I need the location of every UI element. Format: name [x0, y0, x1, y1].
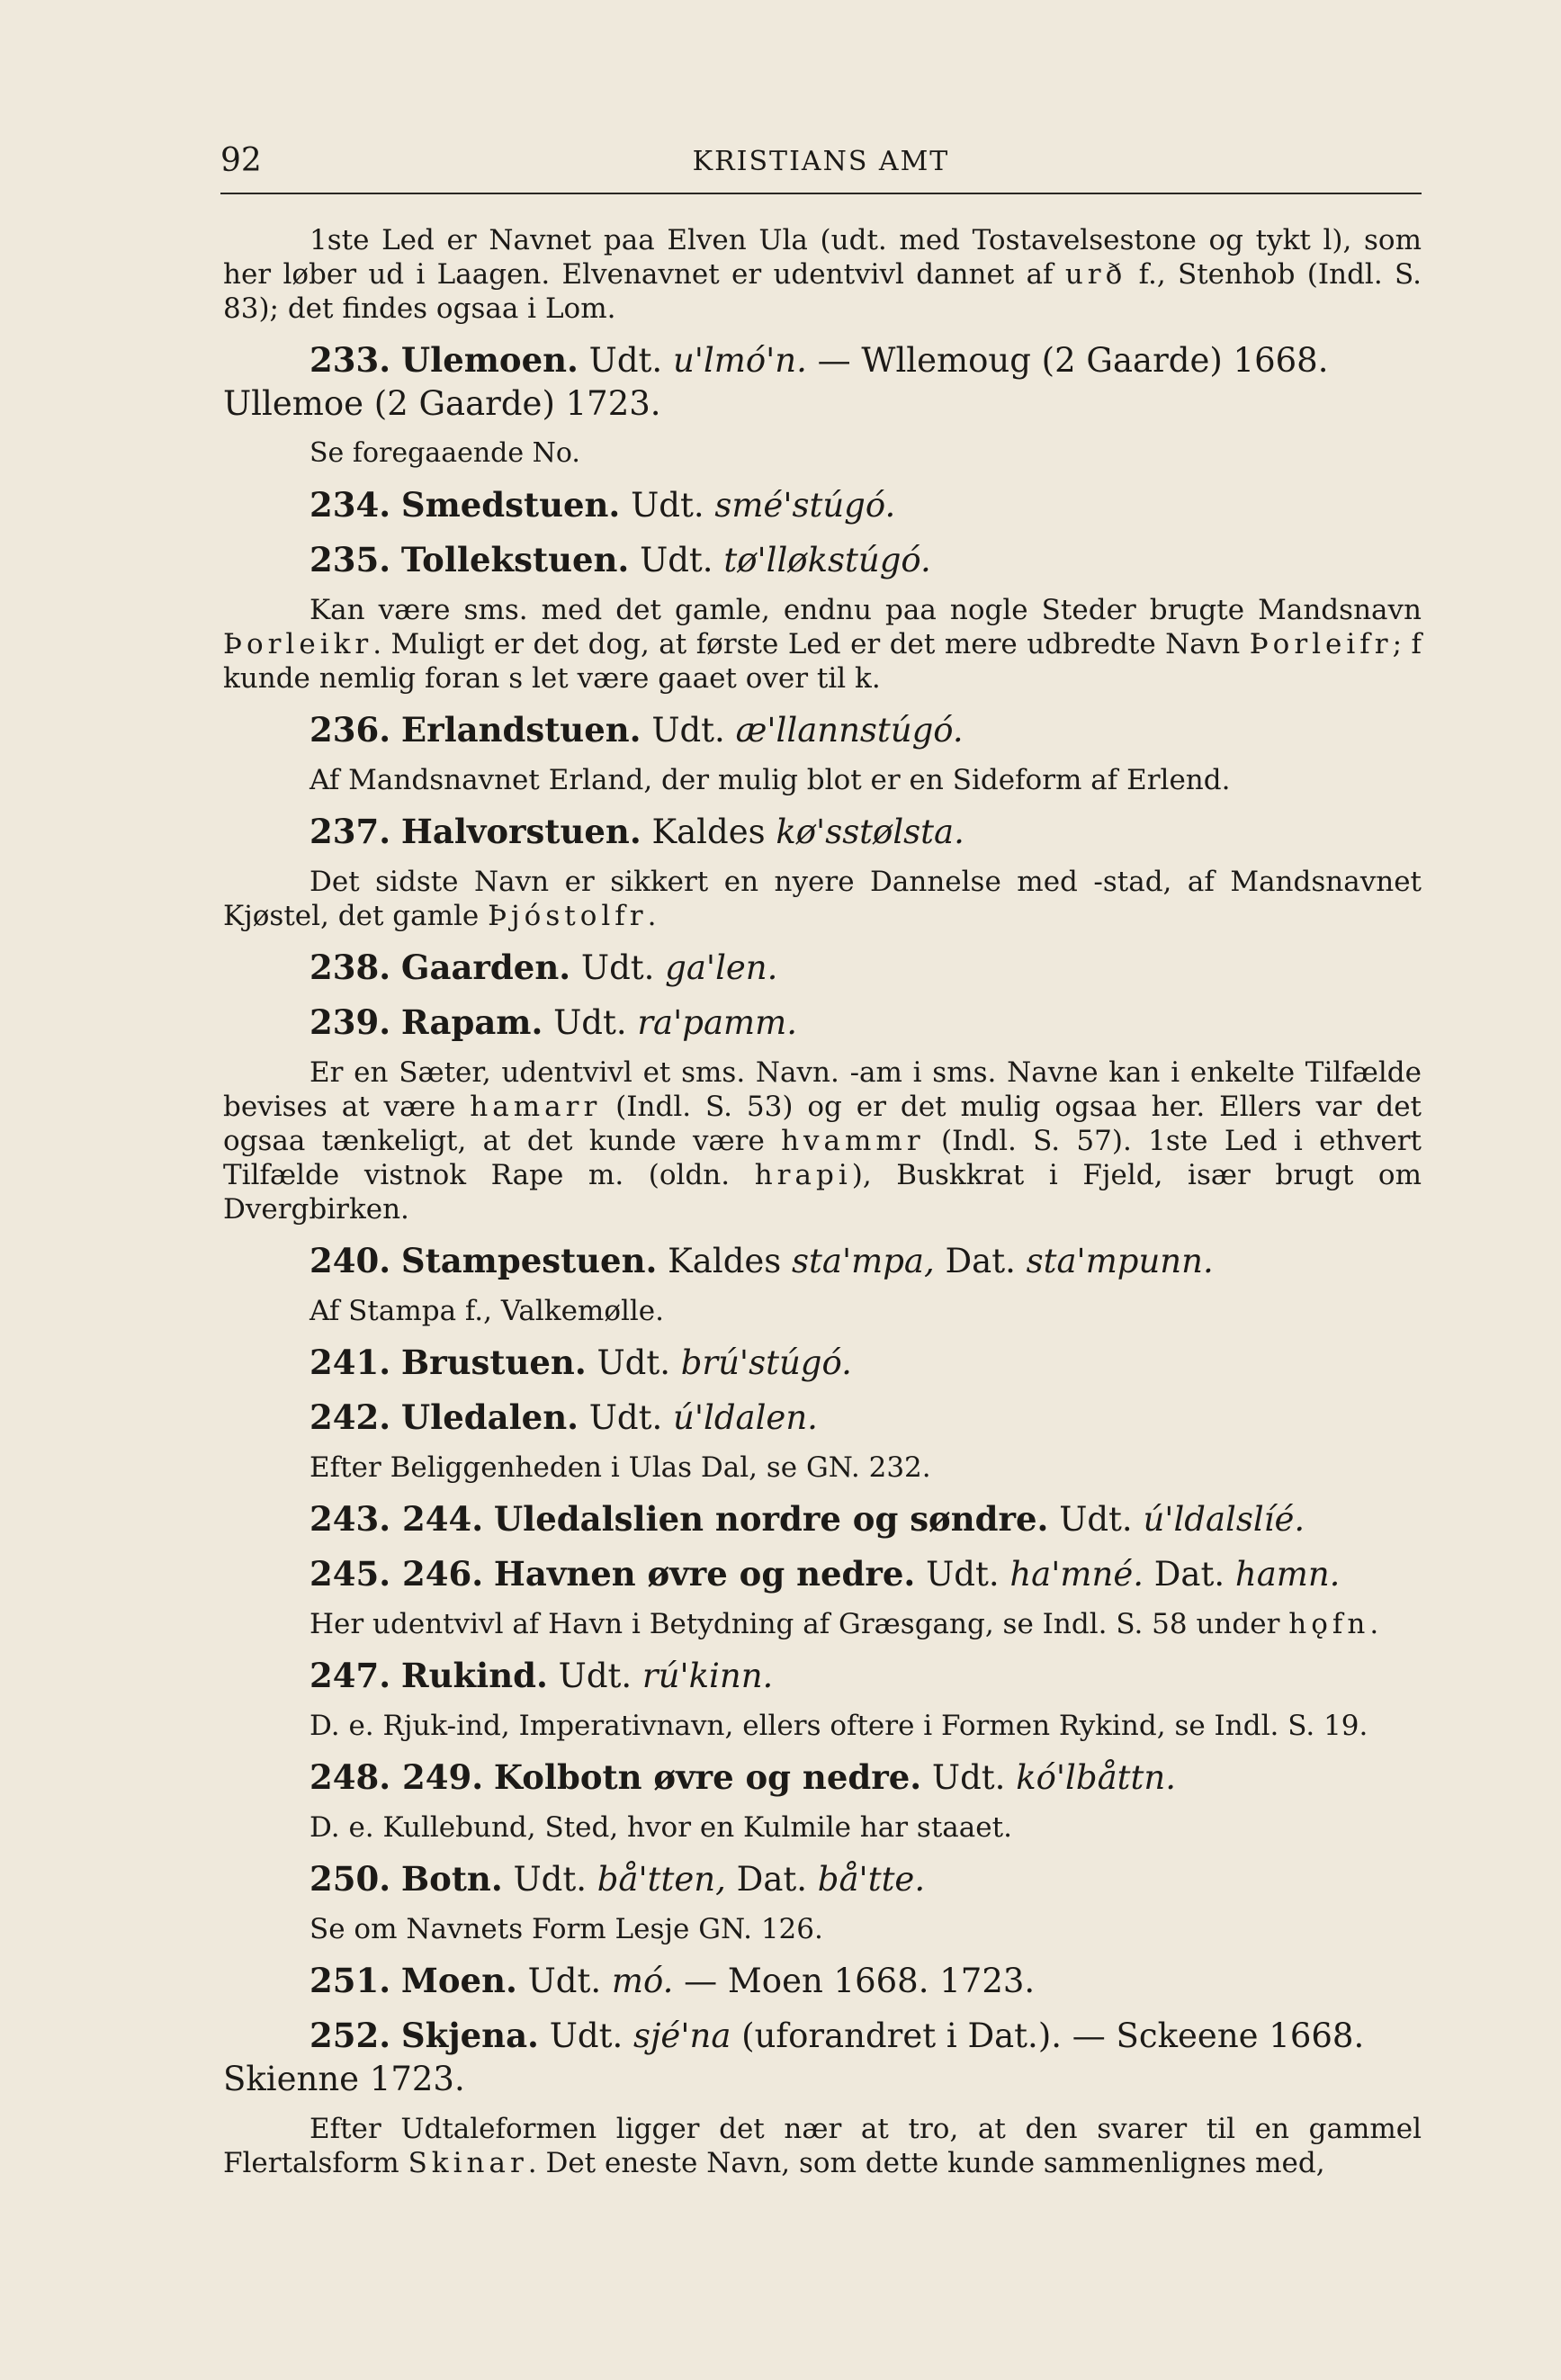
note-242: Efter Beliggenheden i Ulas Dal, se GN. 232.: [310, 1451, 931, 1484]
note-239: Er en Sæter, udentvivl et sms. Navn. -am i sms. Navne kan i enkelte Tilfælde bevises at være hamarr (Indl. S. 53) og er det mulig ogsaa her. Ellers var det ogsaa tænkeligt, at det kunde være hvammr (Indl. S. 57). 1ste Led i ethvert Tilfælde vistnok Rape m. (oldn. hrapi), Buskkrat i Fjeld, især brugt om Dvergbirken.: [223, 1056, 1422, 1226]
note-247: D. e. Rjuk-ind, Imperativnavn, ellers oftere i Formen Rykind, se Indl. S. 19.: [310, 1710, 1368, 1742]
entry-236: 236. Erlandstuen. Udt. æ'llannstúgó.: [310, 710, 964, 750]
entry-241: 241. Brustuen. Udt. brú'stúgó.: [310, 1343, 852, 1382]
entry-243-244: 243. 244. Uledalslien nordre og søndre. Udt. ú'ldalslíé.: [310, 1499, 1305, 1539]
entry-252: 252. Skjena. Udt. sjé'na (uforandret i Dat.). — Sckeene 1668. Skienne 1723.: [223, 2016, 1365, 2098]
intro-paragraph: 1ste Led er Navnet paa Elven Ula (udt. med Tostavelsestone og tykt l), som her løber ud i Laagen. Elvenavnet er udentvivl dannet af urð f., Stenhob (Indl. S. 83); det findes ogsaa i Lom.: [223, 224, 1422, 325]
note-245-246: Her udentvivl af Havn i Betydning af Græsgang, se Indl. S. 58 under hǫfn.: [310, 1608, 1379, 1640]
note-240: Af Stampa f., Valkemølle.: [310, 1295, 665, 1327]
entry-240: 240. Stampestuen. Kaldes sta'mpa, Dat. sta'mpunn.: [310, 1241, 1214, 1280]
note-248-249: D. e. Kullebund, Sted, hvor en Kulmile har staaet.: [310, 1811, 1012, 1844]
entry-248-249: 248. 249. Kolbotn øvre og nedre. Udt. kó'lbåttn.: [310, 1757, 1176, 1797]
note-236: Af Mandsnavnet Erland, der mulig blot er en Sideform af Erlend.: [310, 764, 1231, 796]
entry-242: 242. Uledalen. Udt. ú'ldalen.: [310, 1397, 818, 1437]
page-header: [220, 142, 1422, 194]
note-235: Kan være sms. med det gamle, endnu paa nogle Steder brugte Mandsnavn Þorleikr. Muligt er det dog, at første Led er det mere udbredte Navn Þorleifr; f kunde nemlig foran s let være gaaet over til k.: [223, 594, 1422, 695]
entry-245-246: 245. 246. Havnen øvre og nedre. Udt. ha'mné. Dat. hamn.: [310, 1554, 1341, 1594]
entry-238: 238. Gaarden. Udt. ga'len.: [310, 948, 778, 987]
entry-250: 250. Botn. Udt. bå'tten, Dat. bå'tte.: [310, 1859, 926, 1899]
note-237: Det sidste Navn er sikkert en nyere Dannelse med -stad, af Mandsnavnet Kjøstel, det gamle Þjóstolfr.: [223, 866, 1422, 932]
entry-251: 251. Moen. Udt. mó. — Moen 1668. 1723.: [310, 1961, 1036, 2000]
entry-235: 235. Tollekstuen. Udt. tø'lløkstúgó.: [310, 540, 931, 579]
entry-239: 239. Rapam. Udt. ra'pamm.: [310, 1002, 797, 1042]
entry-234: 234. Smedstuen. Udt. smé'stúgó.: [310, 485, 896, 525]
running-title: KRISTIANS AMT: [692, 146, 950, 177]
note-252: Efter Udtaleformen ligger det nær at tro, at den svarer til en gammel Flertalsform Skinar. Det eneste Navn, som dette kunde sammenlignes med,: [223, 2113, 1422, 2179]
note-233: Se foregaaende No.: [310, 437, 580, 469]
page-number: 92: [220, 142, 262, 179]
entry-237: 237. Halvorstuen. Kaldes kø'sstølsta.: [310, 812, 964, 851]
entry-233: 233. Ulemoen. Udt. u'lmó'n. — Wllemoug (2 Gaarde) 1668. Ullemoe (2 Gaarde) 1723.: [223, 340, 1329, 423]
page-body: [223, 223, 1422, 2193]
entry-247: 247. Rukind. Udt. rú'kinn.: [310, 1656, 774, 1695]
note-250: Se om Navnets Form Lesje GN. 126.: [310, 1913, 823, 1945]
